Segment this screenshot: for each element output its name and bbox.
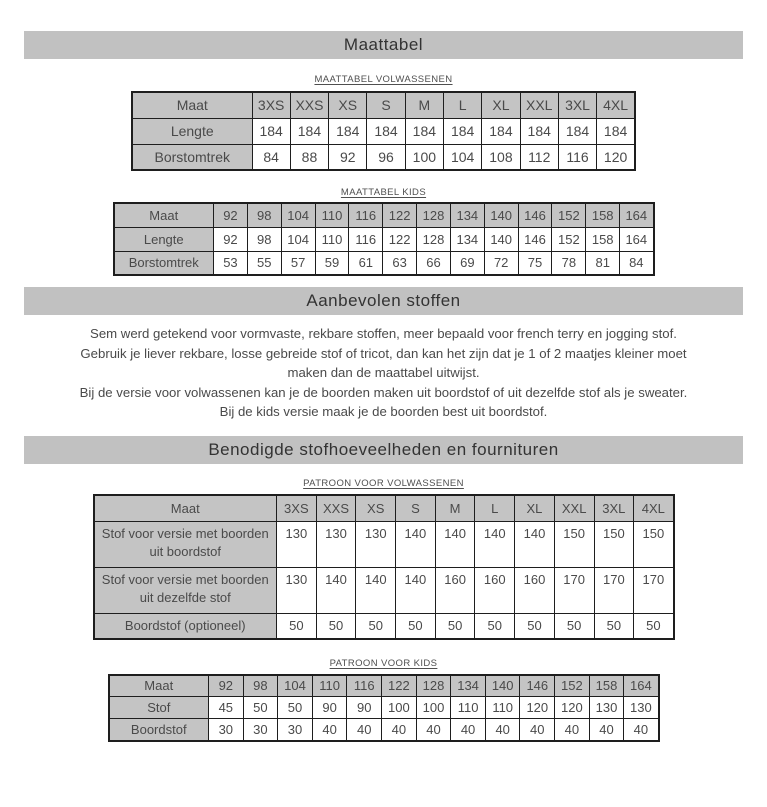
value-cell: 55: [247, 251, 281, 275]
size-header-cell: 104: [278, 675, 313, 697]
size-header-cell: 140: [485, 675, 520, 697]
value-cell: 146: [518, 227, 552, 251]
paragraph-line: Sem werd getekend voor vormvaste, rekbare stoffen, meer bepaald voor french terry en jogging stof.: [90, 326, 677, 341]
size-header-cell: 3XS: [277, 495, 317, 522]
value-cell: 75: [518, 251, 552, 275]
value-cell: 50: [243, 697, 278, 719]
size-header-cell: XL: [515, 495, 555, 522]
corner-header-cell: Maat: [132, 92, 252, 118]
value-cell: 104: [443, 144, 481, 170]
value-cell: 134: [450, 227, 484, 251]
value-cell: 150: [634, 522, 674, 568]
value-cell: 140: [396, 522, 436, 568]
size-header-cell: L: [475, 495, 515, 522]
value-cell: 184: [405, 118, 443, 144]
value-cell: 40: [624, 719, 659, 741]
value-cell: 72: [484, 251, 518, 275]
section-title: Benodigde stofhoeveelheden en fournituren: [208, 439, 559, 459]
size-header-cell: 164: [620, 203, 654, 227]
value-cell: 30: [278, 719, 313, 741]
value-cell: 170: [554, 568, 594, 614]
value-cell: 90: [347, 697, 382, 719]
value-cell: 112: [520, 144, 558, 170]
row-label-cell: Lengte: [114, 227, 214, 251]
value-cell: 92: [214, 227, 248, 251]
size-header-cell: 3XS: [252, 92, 290, 118]
size-header-cell: 128: [417, 203, 451, 227]
corner-header-cell: Maat: [94, 495, 277, 522]
row-label-cell: Stof voor versie met boorden uit boordstof: [94, 522, 277, 568]
value-cell: 66: [417, 251, 451, 275]
caption-maattabel-kids: MAATTABEL KIDS: [340, 187, 427, 198]
value-cell: 140: [356, 568, 396, 614]
value-cell: 40: [589, 719, 624, 741]
value-cell: 100: [416, 697, 451, 719]
row-label-cell: Borstomtrek: [114, 251, 214, 275]
size-header-cell: L: [443, 92, 481, 118]
value-cell: 128: [417, 227, 451, 251]
size-header-cell: 122: [383, 203, 417, 227]
value-cell: 81: [586, 251, 620, 275]
size-header-cell: XXS: [316, 495, 356, 522]
value-cell: 160: [435, 568, 475, 614]
paragraph-line: Bij de versie voor volwassenen kan je de boorden maken uit boordstof of uit dezelfde stof als je sweater.: [79, 384, 688, 400]
corner-header-cell: Maat: [114, 203, 214, 227]
size-header-cell: 92: [214, 203, 248, 227]
value-cell: 50: [435, 614, 475, 639]
size-header-cell: 98: [243, 675, 278, 697]
size-header-cell: 104: [281, 203, 315, 227]
table-maattabel-kids: [113, 202, 655, 276]
value-cell: 30: [209, 719, 244, 741]
value-cell: 50: [356, 614, 396, 639]
value-cell: 78: [552, 251, 586, 275]
value-cell: 170: [594, 568, 634, 614]
section-title: Maattabel: [343, 35, 424, 54]
section-bar-aanbevolen-stoffen: [24, 287, 743, 315]
size-header-cell: 146: [518, 203, 552, 227]
size-header-cell: M: [405, 92, 443, 118]
value-cell: 170: [634, 568, 674, 614]
value-cell: 69: [450, 251, 484, 275]
value-cell: 158: [586, 227, 620, 251]
value-cell: 90: [312, 697, 347, 719]
size-header-cell: 146: [520, 675, 555, 697]
value-cell: 140: [475, 522, 515, 568]
size-header-cell: 158: [586, 203, 620, 227]
size-header-cell: XS: [329, 92, 367, 118]
value-cell: 140: [484, 227, 518, 251]
value-cell: 140: [515, 522, 555, 568]
size-header-cell: 3XL: [558, 92, 596, 118]
value-cell: 88: [290, 144, 328, 170]
value-cell: 116: [558, 144, 596, 170]
row-label-cell: Stof voor versie met boorden uit dezelfde stof: [94, 568, 277, 614]
value-cell: 130: [624, 697, 659, 719]
value-cell: 184: [367, 118, 405, 144]
recommended-fabrics-paragraph: [0, 324, 767, 422]
section-title: Aanbevolen stoffen: [306, 291, 461, 310]
size-header-cell: S: [396, 495, 436, 522]
value-cell: 160: [515, 568, 555, 614]
value-cell: 50: [475, 614, 515, 639]
value-cell: 130: [356, 522, 396, 568]
size-header-cell: 164: [624, 675, 659, 697]
paragraph-line: Gebruik je liever rekbare, losse gebreide stof of tricot, dan kan het zijn dat je 1 of 2 maatjes kleiner moet: [80, 345, 687, 361]
table-patroon-volwassenen: [93, 494, 675, 640]
value-cell: 53: [214, 251, 248, 275]
table-maattabel-volwassenen: [131, 91, 636, 171]
size-header-cell: XS: [356, 495, 396, 522]
value-cell: 45: [209, 697, 244, 719]
value-cell: 59: [315, 251, 349, 275]
value-cell: 40: [347, 719, 382, 741]
row-label-cell: Borstomtrek: [132, 144, 252, 170]
value-cell: 40: [520, 719, 555, 741]
size-header-cell: 4XL: [597, 92, 635, 118]
row-label-cell: Lengte: [132, 118, 252, 144]
size-header-cell: S: [367, 92, 405, 118]
size-header-cell: 3XL: [594, 495, 634, 522]
value-cell: 150: [554, 522, 594, 568]
value-cell: 50: [277, 614, 317, 639]
size-header-cell: 134: [450, 203, 484, 227]
corner-header-cell: Maat: [109, 675, 209, 697]
value-cell: 160: [475, 568, 515, 614]
size-header-cell: 4XL: [634, 495, 674, 522]
paragraph-line: maken dan de maattabel uitwijst.: [287, 365, 480, 380]
table-patroon-kids: [108, 674, 660, 742]
size-header-cell: 116: [347, 675, 382, 697]
value-cell: 150: [594, 522, 634, 568]
size-header-cell: 134: [451, 675, 486, 697]
value-cell: 50: [594, 614, 634, 639]
size-header-cell: 152: [555, 675, 590, 697]
value-cell: 110: [485, 697, 520, 719]
value-cell: 50: [634, 614, 674, 639]
row-label-cell: Boordstof (optioneel): [94, 614, 277, 639]
value-cell: 104: [281, 227, 315, 251]
size-header-cell: M: [435, 495, 475, 522]
size-header-cell: 116: [349, 203, 383, 227]
value-cell: 140: [316, 568, 356, 614]
value-cell: 63: [383, 251, 417, 275]
value-cell: 140: [435, 522, 475, 568]
caption-patroon-volwassenen: PATROON VOOR VOLWASSENEN: [303, 477, 464, 489]
value-cell: 184: [520, 118, 558, 144]
value-cell: 50: [554, 614, 594, 639]
size-header-cell: 158: [589, 675, 624, 697]
size-header-cell: 98: [247, 203, 281, 227]
value-cell: 110: [315, 227, 349, 251]
value-cell: 152: [552, 227, 586, 251]
value-cell: 116: [349, 227, 383, 251]
size-header-cell: 110: [312, 675, 347, 697]
value-cell: 140: [396, 568, 436, 614]
value-cell: 50: [515, 614, 555, 639]
value-cell: 84: [252, 144, 290, 170]
value-cell: 50: [316, 614, 356, 639]
size-header-cell: XXL: [554, 495, 594, 522]
value-cell: 184: [290, 118, 328, 144]
value-cell: 98: [247, 227, 281, 251]
size-header-cell: XXS: [290, 92, 328, 118]
value-cell: 130: [589, 697, 624, 719]
size-header-cell: XXL: [520, 92, 558, 118]
value-cell: 120: [520, 697, 555, 719]
value-cell: 40: [451, 719, 486, 741]
value-cell: 184: [329, 118, 367, 144]
value-cell: 40: [382, 719, 417, 741]
value-cell: 30: [243, 719, 278, 741]
value-cell: 120: [555, 697, 590, 719]
value-cell: 184: [597, 118, 635, 144]
section-bar-maattabel: [24, 31, 743, 59]
value-cell: 61: [349, 251, 383, 275]
value-cell: 40: [416, 719, 451, 741]
value-cell: 108: [482, 144, 520, 170]
value-cell: 100: [382, 697, 417, 719]
size-header-cell: 140: [484, 203, 518, 227]
size-header-cell: 92: [209, 675, 244, 697]
value-cell: 92: [329, 144, 367, 170]
value-cell: 40: [555, 719, 590, 741]
paragraph-line: Bij de kids versie maak je de boorden best uit boordstof.: [219, 404, 548, 419]
value-cell: 184: [558, 118, 596, 144]
size-header-cell: 128: [416, 675, 451, 697]
value-cell: 96: [367, 144, 405, 170]
value-cell: 184: [482, 118, 520, 144]
caption-patroon-kids: PATROON VOOR KIDS: [329, 657, 438, 669]
section-bar-benodigde-stofhoeveelheden: [24, 436, 743, 464]
row-label-cell: Boordstof: [109, 719, 209, 741]
value-cell: 110: [451, 697, 486, 719]
size-header-cell: XL: [482, 92, 520, 118]
value-cell: 122: [383, 227, 417, 251]
size-header-cell: 152: [552, 203, 586, 227]
value-cell: 40: [312, 719, 347, 741]
value-cell: 50: [278, 697, 313, 719]
value-cell: 130: [277, 568, 317, 614]
row-label-cell: Stof: [109, 697, 209, 719]
value-cell: 184: [443, 118, 481, 144]
value-cell: 50: [396, 614, 436, 639]
size-header-cell: 110: [315, 203, 349, 227]
caption-maattabel-volwassenen: MAATTABEL VOLWASSENEN: [314, 74, 453, 85]
value-cell: 100: [405, 144, 443, 170]
value-cell: 57: [281, 251, 315, 275]
value-cell: 120: [597, 144, 635, 170]
value-cell: 164: [620, 227, 654, 251]
value-cell: 184: [252, 118, 290, 144]
value-cell: 84: [620, 251, 654, 275]
value-cell: 40: [485, 719, 520, 741]
value-cell: 130: [316, 522, 356, 568]
size-header-cell: 122: [382, 675, 417, 697]
value-cell: 130: [277, 522, 317, 568]
